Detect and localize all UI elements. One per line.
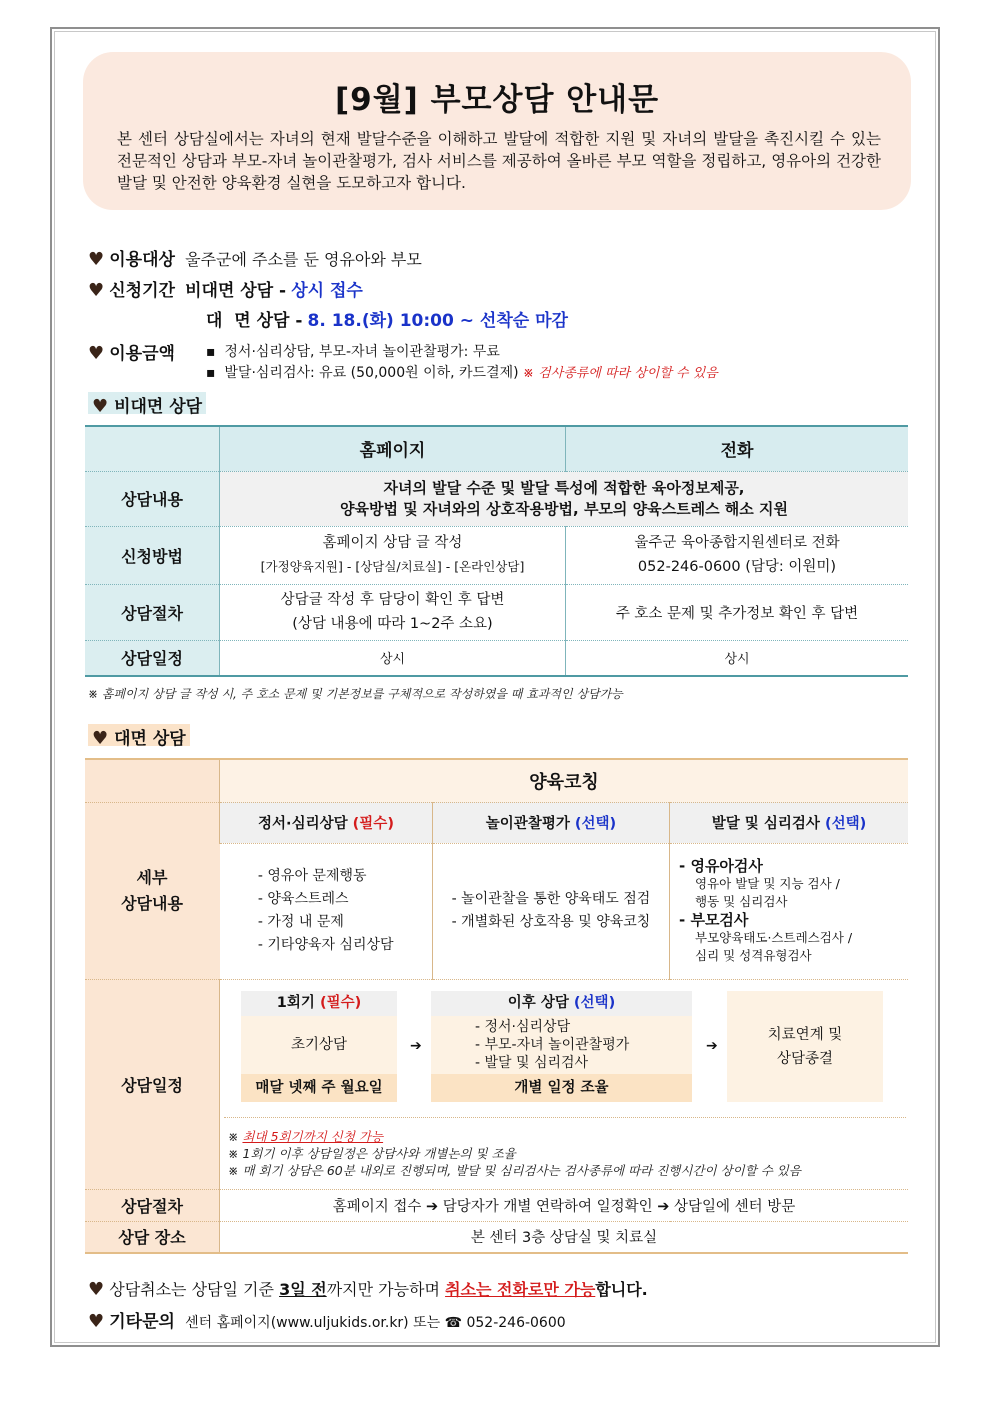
footer-cancel: ♥ 상담취소는 상담일 기준 3일 전까지만 가능하며 취소는 전화로만 가능합니다. <box>88 1279 648 1300</box>
offline-note-2: ※ 1회기 이후 상담일정은 상담사와 개별논의 및 조율 <box>228 1146 516 1161</box>
footer-contact: ♥ 기타문의 센터 홈페이지(www.uljukids.or.kr) 또는 ☎ 052-246-0600 <box>88 1311 566 1332</box>
arrow-right-icon: ➔ <box>410 1038 422 1054</box>
info-fee-2: ▪ 발달·심리검사: 유료 (50,000원 이하, 카드결제) ※ 검사종류에 따라 상이할 수 있음 <box>206 365 718 381</box>
bullet-icon: ▪ <box>206 365 216 381</box>
bullet-icon: ▪ <box>206 344 216 360</box>
heart-icon: ♥ <box>88 1279 105 1300</box>
flow3-box: 치료연계 및 상담종결 <box>727 991 883 1102</box>
col-homepage: 홈페이지 <box>220 426 566 471</box>
page-title: [9월] 부모상담 안내문 <box>334 82 660 118</box>
heart-icon: ♥ <box>88 343 105 364</box>
coaching-title: 양육코칭 <box>220 759 909 802</box>
arrow-right-icon: ➔ <box>425 1198 439 1215</box>
sched-phone: 상시 <box>566 640 909 676</box>
proc-homepage: 상담글 작성 후 담당이 확인 후 답변 (상담 내용에 따라 1~2주 소요) <box>220 584 566 640</box>
online-footnote: ※ 홈페이지 상담 글 작성 시, 주 호소 문제 및 기본정보를 구체적으로 작성하였을 때 효과적인 상담가능 <box>88 687 623 701</box>
flow1-foot: 매달 넷째 주 월요일 <box>241 1074 397 1102</box>
row-label: 상담절차 <box>85 584 220 640</box>
heart-icon: ♥ <box>88 280 105 301</box>
detail-counsel: - 영유아 문제행동 - 양육스트레스 - 가정 내 문제 - 기타양육자 심리상담 <box>220 843 433 979</box>
flow2-foot: 개별 일정 조율 <box>431 1074 692 1102</box>
detail-test: - 영유아검사 영유아 발달 및 지능 검사 / 행동 및 심리검사 - 부모검사 부모양육태도·스트레스검사 / 심리 및 성격유형검사 <box>670 843 909 979</box>
place-label: 상담 장소 <box>85 1221 220 1253</box>
place-value: 본 센터 3층 상담실 및 치료실 <box>220 1221 909 1253</box>
info-period-offline: 대 면 상담 - 8. 18.(화) 10:00 ~ 선착순 마감 <box>206 311 568 331</box>
arrow-right-icon: ➔ <box>657 1198 670 1215</box>
flow2-body: - 정서·심리상담 - 부모-자녀 놀이관찰평가 - 발달 및 심리검사 <box>431 1016 692 1074</box>
row-label: 신청방법 <box>85 526 220 584</box>
flow1-head: 1회기 (필수) <box>241 991 397 1016</box>
sub-play: 놀이관찰평가 (선택) <box>433 802 670 843</box>
sched-homepage: 상시 <box>220 640 566 676</box>
sub-test: 발달 및 심리검사 (선택) <box>670 802 909 843</box>
offline-note-3: ※ 매 회기 상담은 60분 내외로 진행되며, 발달 및 심리검사는 검사종류에 따라 진행시간이 상이할 수 있음 <box>228 1163 801 1178</box>
info-fee-1: ▪ 정서·심리상담, 부모-자녀 놀이관찰평가: 무료 <box>206 344 500 360</box>
proc-label: 상담절차 <box>85 1189 220 1221</box>
online-content: 자녀의 발달 수준 및 발달 특성에 적합한 육아정보제공, 양육방법 및 자녀와의 상호작용방법, 부모의 양육스트레스 해소 지원 <box>220 471 909 526</box>
flow2-head: 이후 상담 (선택) <box>431 991 692 1016</box>
offline-note-1: ※ 최대 5회기까지 신청 가능 <box>228 1129 384 1144</box>
proc-phone: 주 호소 문제 및 추가정보 확인 후 답변 <box>566 584 909 640</box>
heart-icon: ♥ <box>88 1311 105 1332</box>
row-label: 상담일정 <box>85 640 220 676</box>
intro-text: 본 센터 상담실에서는 자녀의 현재 발달수준을 이해하고 발달에 적합한 지원 및 자녀의 발달을 촉진시킬 수 있는 전문적인 상담과 부모-자녀 놀이관찰평가, 검사 서비스를 제공하여 올바른 부모 역할을 정립하고, 영유아의 건강한 발달 및 안전한 양육환경 실현을 도모하고자 합니다. <box>117 130 881 192</box>
detail-play: - 놀이관찰을 통한 양육태도 점검 - 개별화된 상호작용 및 양육코칭 <box>433 843 670 979</box>
flow-divider <box>224 1117 906 1118</box>
info-period: ♥ 신청기간 비대면 상담 - 상시 접수 <box>88 280 363 301</box>
col-phone: 전화 <box>566 426 909 471</box>
sub-counsel: 정서·심리상담 (필수) <box>220 802 433 843</box>
info-fee: ♥ 이용금액 <box>88 343 175 364</box>
info-target: ♥ 이용대상 울주군에 주소를 둔 영유아와 부모 <box>88 249 422 270</box>
proc-value: 홈페이지 접수 ➔ 담당자가 개별 연락하여 일정확인 ➔ 상담일에 센터 방문 <box>220 1189 909 1221</box>
online-table <box>85 425 908 677</box>
header-banner <box>83 52 911 210</box>
heart-icon: ♥ <box>92 728 109 749</box>
section-online-heading: ♥ 비대면 상담 <box>88 392 206 414</box>
apply-homepage: 홈페이지 상담 글 작성 [가정양육지원] - [상담실/치료실] - [온라인상담] <box>220 526 566 584</box>
apply-phone: 울주군 육아종합지원센터로 전화 052-246-0600 (담당: 이원미) <box>566 526 909 584</box>
flow1-body: 초기상담 <box>241 1016 397 1074</box>
detail-label: 세부 상담내용 <box>85 802 220 979</box>
sched-label: 상담일정 <box>85 979 220 1189</box>
heart-icon: ♥ <box>88 249 105 270</box>
arrow-right-icon: ➔ <box>706 1038 718 1054</box>
row-label: 상담내용 <box>85 471 220 526</box>
section-offline-heading: ♥ 대면 상담 <box>88 724 190 746</box>
heart-icon: ♥ <box>92 396 109 417</box>
